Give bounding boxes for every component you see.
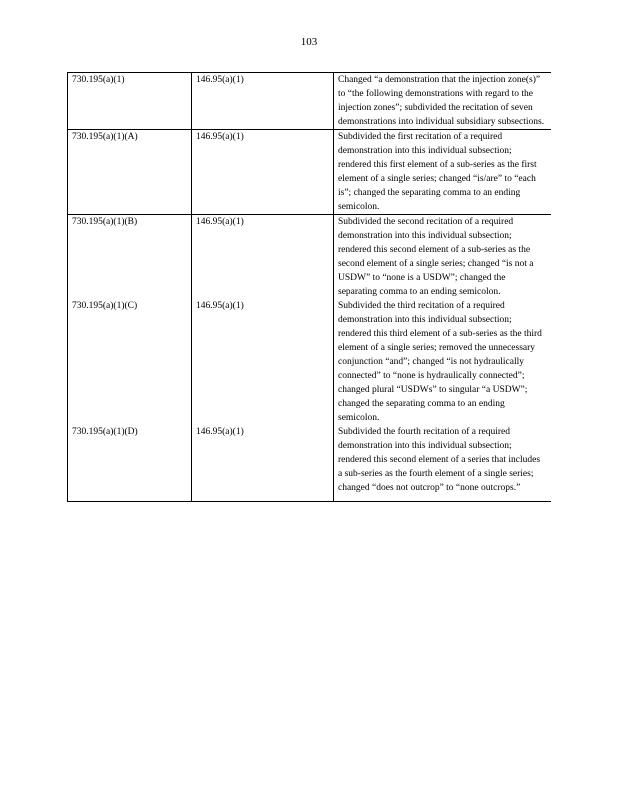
table-row [68, 73, 551, 130]
table-row [68, 299, 551, 425]
new-section-cell: 146.95(a)(1) [192, 130, 334, 215]
description-cell: Subdivided the third recitation of a required demonstration into this individual subsection; rendered this third element of a sub-series as the third element of a single series; removed the unnecessary conjunction “and”; changed “is not hydraulically connected” to “none is hydraulically connected”; changed plural “USDWs” to singular “a USDW”; changed the separating comma to an ending semicolon. [338, 301, 542, 423]
old-section-cell: 730.195(a)(1)(B) [68, 215, 192, 300]
page-number: 103 [300, 36, 318, 48]
old-section-cell: 730.195(a)(1) [68, 73, 192, 130]
table-row [68, 425, 551, 502]
new-section-cell: 146.95(a)(1) [192, 425, 334, 502]
description-cell: Subdivided the fourth recitation of a required demonstration into this individual subsection; rendered this second element of a series that includes a sub-series as the fourth element of a single series; changed “does not outcrop” to “none outcrops.” [334, 425, 551, 502]
old-section-cell: 730.195(a)(1)(D) [68, 425, 192, 502]
old-section-cell: 730.195(a)(1)(C) [68, 299, 192, 425]
description-cell: Subdivided the second recitation of a required demonstration into this individual subsection; rendered this second element of a sub-series as the second element of a single series; changed “is not a USDW” to “none is a USDW”; changed the separating comma to an ending semicolon. [338, 217, 534, 297]
new-section-cell: 146.95(a)(1) [192, 299, 334, 425]
old-section-cell: 730.195(a)(1)(A) [68, 130, 192, 215]
new-section-cell: 146.95(a)(1) [192, 215, 334, 300]
description-cell: Changed “a demonstration that the injection zone(s)” to “the following demonstrations with regard to the injection zones”; subdivided the recitation of seven demonstrations into individual subsidiary subsections. [334, 73, 551, 130]
table-row [68, 130, 551, 215]
new-section-cell: 146.95(a)(1) [192, 73, 334, 130]
table-row [68, 215, 551, 300]
description-cell: Subdivided the first recitation of a required demonstration into this individual subsection; rendered this first element of a sub-series as the first element of a single series; changed “is/are” to “each is”; changed the separating comma to an ending semicolon. [334, 130, 551, 215]
derivation-table [67, 72, 551, 502]
